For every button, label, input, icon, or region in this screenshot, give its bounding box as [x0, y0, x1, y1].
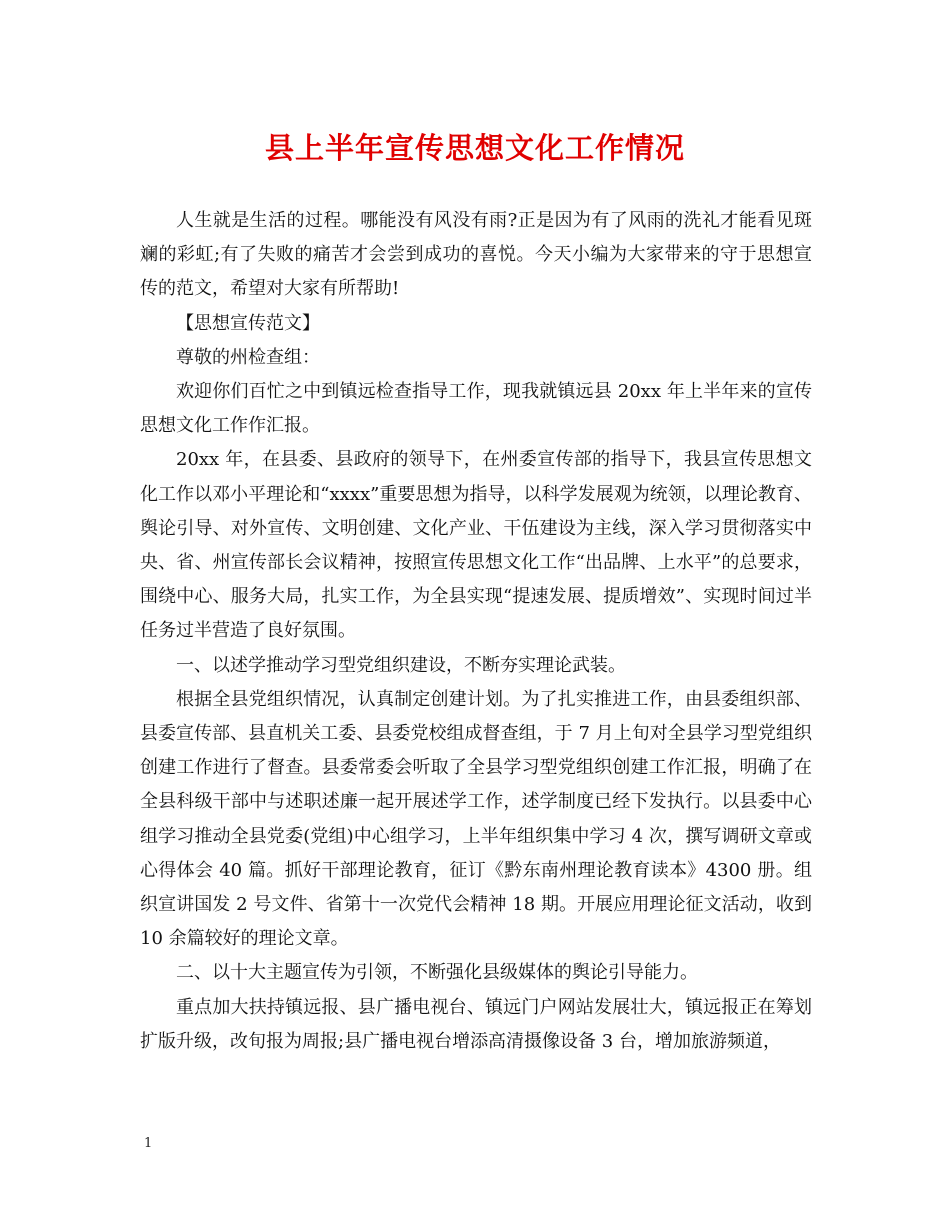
- heading-section-one: 一、以述学推动学习型党组织建设，不断夯实理论武装。: [176, 654, 626, 676]
- document-title: 县上半年宣传思想文化工作情况: [264, 131, 685, 165]
- paragraph-welcome: 欢迎你们百忙之中到镇远检查指导工作，现我就镇远县 20xx 年上半年来的宣传思想文化工作作汇报。: [140, 381, 812, 437]
- document-body: [140, 204, 812, 1059]
- paragraph-section-one: 根据全县党组织情况，认真制定创建计划。为了扎实推进工作，由县委组织部、县委宣传部、县直机关工委、县委党校组成督查组，于 7 月上旬对全县学习型党组织创建工作进行了督查。县委常委会听取了全县学习型党组织创建工作汇报，明确了在全县科级干部中与述职述廉一起开展述学工作，述学制度已经下发执行。以县委中心组学习推动全县党委(党组)中心组学习，上半年组织集中学习 4 次，撰写调研文章或心得体会 40 篇。抓好干部理论教育，征订《黔东南州理论教育读本》4300 册。组织宣讲国发 2 号文件、省第十一次党代会精神 18 期。开展应用理论征文活动，收到 10 余篇较好的理论文章。: [140, 688, 812, 950]
- paragraph-section-label: 【思想宣传范文】: [176, 312, 320, 334]
- paragraph-overview: 20xx 年，在县委、县政府的领导下，在州委宣传部的指导下，我县宣传思想文化工作以邓小平理论和“xxxx”重要思想为指导，以科学发展观为统领，以理论教育、舆论引导、对外宣传、文明创建、文化产业、干伍建设为主线，深入学习贯彻落实中央、省、州宣传部长会议精神，按照宣传思想文化工作“出品牌、上水平”的总要求，围绕中心、服务大局，扎实工作，为全县实现“提速发展、提质增效”、实现时间过半任务过半营造了良好氛围。: [140, 449, 812, 642]
- paragraph-section-two: 重点加大扶持镇远报、县广播电视台、镇远门户网站发展壮大，镇远报正在筹划扩版升级，改旬报为周报;县广播电视台增添高清摄像设备 3 台，增加旅游频道，: [140, 996, 812, 1052]
- paragraph-salutation: 尊敬的州检查组：: [176, 346, 320, 368]
- heading-section-two: 二、以十大主题宣传为引领，不断强化县级媒体的舆论引导能力。: [176, 962, 698, 984]
- paragraph-intro: 人生就是生活的过程。哪能没有风没有雨?正是因为有了风雨的洗礼才能看见斑斓的彩虹;有了失败的痛苦才会尝到成功的喜悦。今天小编为大家带来的守于思想宣传的范文，希望对大家有所帮助!: [140, 210, 812, 300]
- page-number: 1: [144, 1136, 153, 1151]
